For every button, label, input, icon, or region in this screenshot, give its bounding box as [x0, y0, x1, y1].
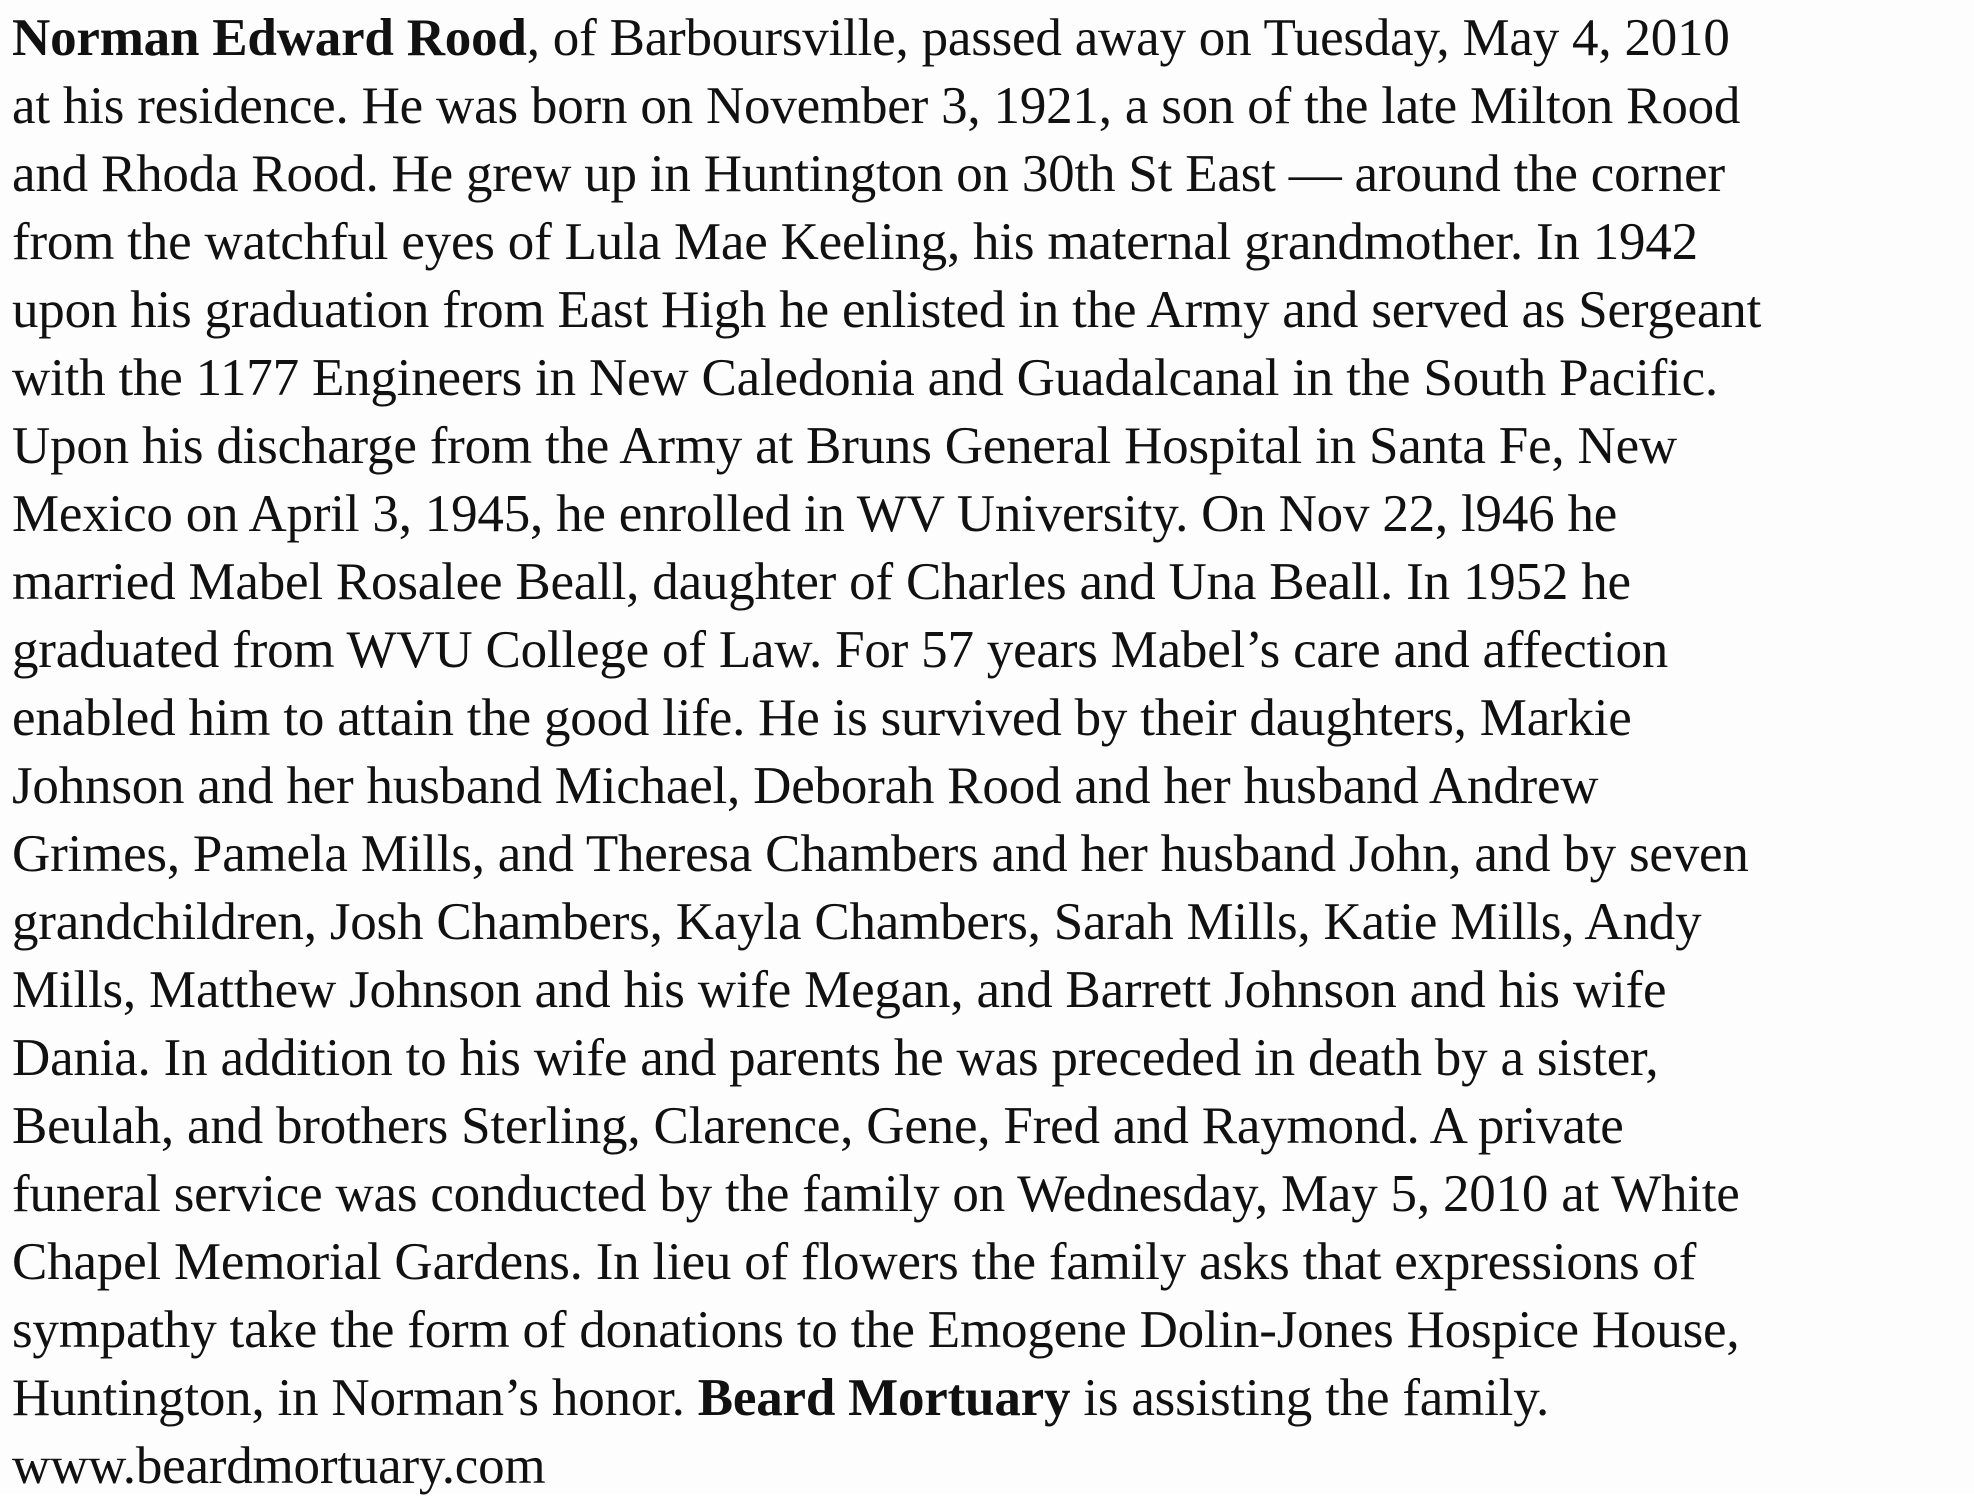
obituary-line-21-start: Huntington, in Norman’s honor. [12, 1369, 698, 1427]
obituary-line: and Rhoda Rood. He grew up in Huntington on 30th St East — around the corner [12, 145, 1725, 203]
obituary-line: Johnson and her husband Michael, Deborah Rood and her husband Andrew [12, 757, 1599, 815]
obituary-line-21-end: is assisting the family. [1070, 1369, 1550, 1427]
obituary-line-21 [12, 1364, 1972, 1432]
obituary-line: Dania. In addition to his wife and parents he was preceded in death by a sister, [12, 1029, 1659, 1087]
obituary-line: upon his graduation from East High he enlisted in the Army and served as Sergeant [12, 281, 1762, 339]
funeral-home-website: www.beardmortuary.com [12, 1437, 546, 1495]
obituary-line: graduated from WVU College of Law. For 57 years Mabel’s care and affection [12, 621, 1669, 679]
obituary-line: Upon his discharge from the Army at Bruns General Hospital in Santa Fe, New [12, 417, 1677, 475]
obituary-line: married Mabel Rosalee Beall, daughter of Charles and Una Beall. In 1952 he [12, 553, 1631, 611]
obituary-line: Mexico on April 3, 1945, he enrolled in WV University. On Nov 22, l946 he [12, 485, 1618, 543]
obituary-line-1 [12, 4, 1972, 72]
obituary-line: with the 1177 Engineers in New Caledonia and Guadalcanal in the South Pacific. [12, 349, 1718, 407]
obituary-line: funeral service was conducted by the family on Wednesday, May 5, 2010 at White [12, 1165, 1740, 1223]
obituary-text [12, 4, 1972, 1500]
obituary-line: at his residence. He was born on November 3, 1921, a son of the late Milton Rood [12, 77, 1741, 135]
obituary-line: Grimes, Pamela Mills, and Theresa Chambers and her husband John, and by seven [12, 825, 1749, 883]
obituary-line: enabled him to attain the good life. He is survived by their daughters, Markie [12, 689, 1632, 747]
obituary-line: from the watchful eyes of Lula Mae Keeling, his maternal grandmother. In 1942 [12, 213, 1698, 271]
obituary-line-1-text: , of Barboursville, passed away on Tuesday, May 4, 2010 [526, 9, 1730, 67]
obituary-line: Chapel Memorial Gardens. In lieu of flowers the family asks that expressions of [12, 1233, 1697, 1291]
obituary-line: Beulah, and brothers Sterling, Clarence, Gene, Fred and Raymond. A private [12, 1097, 1624, 1155]
obituary-line: grandchildren, Josh Chambers, Kayla Chambers, Sarah Mills, Katie Mills, Andy [12, 893, 1702, 951]
funeral-home-name: Beard Mortuary [697, 1369, 1071, 1427]
obituary-line: sympathy take the form of donations to the Emogene Dolin-Jones Hospice House, [12, 1301, 1740, 1359]
obituary-line: Mills, Matthew Johnson and his wife Megan, and Barrett Johnson and his wife [12, 961, 1667, 1019]
deceased-name: Norman Edward Rood [12, 9, 527, 67]
